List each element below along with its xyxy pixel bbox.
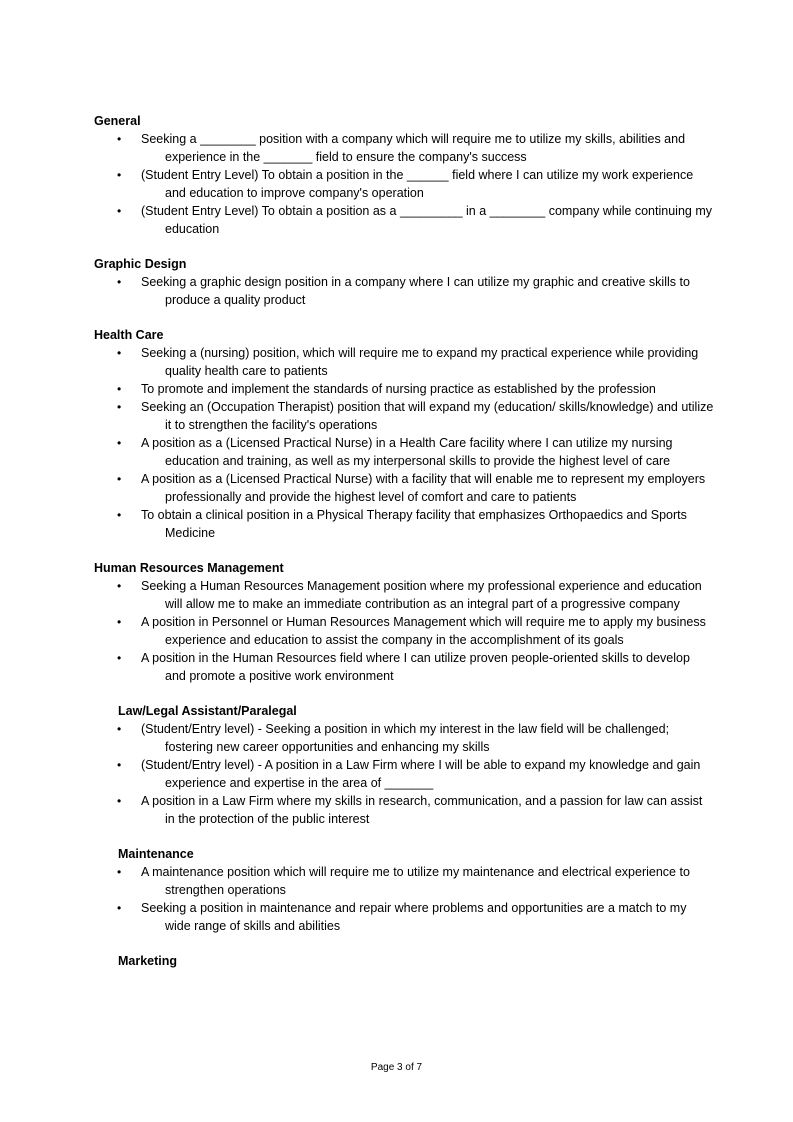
list-item	[94, 434, 714, 470]
section	[94, 112, 714, 238]
bullet-list	[94, 344, 714, 542]
list-item	[94, 577, 714, 613]
bullet-icon: •	[117, 472, 122, 486]
section	[94, 845, 714, 935]
list-item-text: Seeking an (Occupation Therapist) position that will expand my (education/ skills/knowledge) and utilize it to strengthen the facility's operations	[141, 400, 714, 432]
bullet-icon: •	[117, 168, 122, 182]
bullet-icon: •	[117, 615, 122, 629]
list-item	[94, 863, 714, 899]
list-item	[94, 344, 714, 380]
section-heading: Graphic Design	[94, 257, 187, 271]
list-item	[94, 899, 714, 935]
section	[94, 255, 714, 309]
list-item-text: A position in Personnel or Human Resources Management which will require me to apply my business experience and education to assist the company in the accomplishment of its goals	[141, 615, 706, 647]
list-item-text: A position in the Human Resources field where I can utilize proven people-oriented skills to develop and promote a positive work environment	[141, 651, 690, 683]
bullet-icon: •	[117, 382, 122, 396]
bullet-icon: •	[117, 275, 122, 289]
bullet-list	[94, 863, 714, 935]
bullet-icon: •	[117, 579, 122, 593]
list-item	[94, 273, 714, 309]
document-content	[94, 112, 714, 987]
bullet-list	[94, 130, 714, 238]
list-item-text: A position in a Law Firm where my skills in research, communication, and a passion for law can assist in the protection of the public interest	[141, 794, 703, 826]
list-item-text: (Student/Entry level) - Seeking a position in which my interest in the law field will be challenged; fostering new career opportunities and enhancing my skills	[141, 722, 670, 754]
bullet-list	[94, 720, 714, 828]
list-item	[94, 380, 714, 398]
bullet-icon: •	[117, 865, 122, 879]
section	[94, 952, 714, 970]
list-item-text: A position as a (Licensed Practical Nurse) in a Health Care facility where I can utilize my nursing education and training, as well as my interpersonal skills to provide the highest level of care	[141, 436, 673, 468]
list-item-text: Seeking a position in maintenance and repair where problems and opportunities are a match to my wide range of skills and abilities	[141, 901, 687, 933]
section	[94, 559, 714, 685]
list-item	[94, 613, 714, 649]
bullet-icon: •	[117, 436, 122, 450]
list-item-text: (Student Entry Level) To obtain a position in the ______ field where I can utilize my work experience and education to improve company's operation	[141, 168, 694, 200]
bullet-icon: •	[117, 346, 122, 360]
list-item-text: A position as a (Licensed Practical Nurse) with a facility that will enable me to represent my employers professionally and provide the highest level of comfort and care to patients	[141, 472, 706, 504]
list-item-text: (Student Entry Level) To obtain a position as a _________ in a ________ company while continuing my education	[141, 204, 712, 236]
bullet-icon: •	[117, 204, 122, 218]
list-item-text: To promote and implement the standards of nursing practice as established by the profession	[141, 382, 656, 396]
list-item-text: (Student/Entry level) - A position in a Law Firm where I will be able to expand my knowledge and gain experience and expertise in the area of _______	[141, 758, 701, 790]
bullet-list	[94, 577, 714, 685]
list-item	[94, 756, 714, 792]
section-heading: Marketing	[118, 954, 178, 968]
bullet-icon: •	[117, 758, 122, 772]
bullet-icon: •	[117, 794, 122, 808]
list-item-text: A maintenance position which will require me to utilize my maintenance and electrical experience to strengthen operations	[141, 865, 690, 897]
section-heading: Health Care	[94, 328, 164, 342]
bullet-list	[94, 273, 714, 309]
list-item	[94, 130, 714, 166]
list-item	[94, 649, 714, 685]
section-heading: General	[94, 114, 141, 128]
bullet-icon: •	[117, 400, 122, 414]
list-item	[94, 166, 714, 202]
list-item-text: Seeking a ________ position with a company which will require me to utilize my skills, abilities and experience in the _______ field to ensure the company's success	[141, 132, 686, 164]
bullet-icon: •	[117, 132, 122, 146]
section-heading: Law/Legal Assistant/Paralegal	[118, 704, 297, 718]
list-item	[94, 792, 714, 828]
list-item-text: To obtain a clinical position in a Physical Therapy facility that emphasizes Orthopaedics and Sports Medicine	[141, 508, 687, 540]
list-item	[94, 398, 714, 434]
section	[94, 702, 714, 828]
page-footer: Page 3 of 7	[370, 1062, 423, 1073]
list-item-text: Seeking a Human Resources Management position where my professional experience and education will allow me to make an immediate contribution as an integral part of a progressive company	[141, 579, 702, 611]
bullet-icon: •	[117, 901, 122, 915]
list-item	[94, 470, 714, 506]
list-item	[94, 720, 714, 756]
list-item	[94, 202, 714, 238]
list-item-text: Seeking a graphic design position in a company where I can utilize my graphic and creative skills to produce a quality product	[141, 275, 690, 307]
section	[94, 326, 714, 542]
bullet-icon: •	[117, 508, 122, 522]
section-heading: Maintenance	[118, 847, 194, 861]
bullet-icon: •	[117, 722, 122, 736]
list-item-text: Seeking a (nursing) position, which will require me to expand my practical experience while providing quality health care to patients	[141, 346, 699, 378]
section-heading: Human Resources Management	[94, 561, 284, 575]
bullet-icon: •	[117, 651, 122, 665]
list-item	[94, 506, 714, 542]
